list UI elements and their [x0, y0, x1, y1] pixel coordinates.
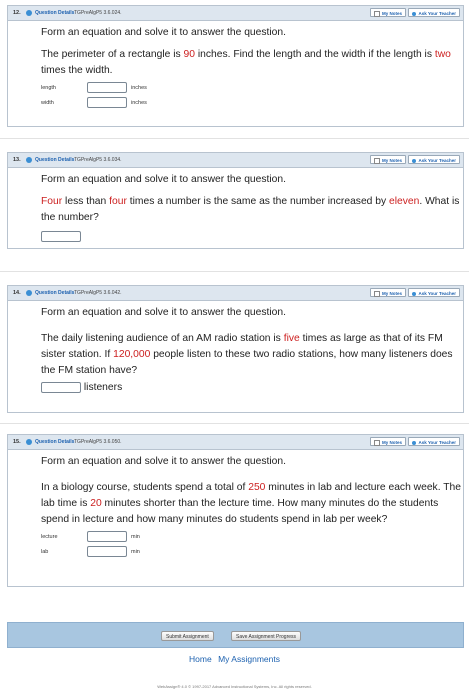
question-text: In a biology course, students spend a total of 250 minutes in lab and lecture each week. The lab time is 20 minutes shorter than the lecture time. How many minutes do the students spend in lecture and how many minutes do students spend in lab per week? [41, 482, 461, 525]
question-15 [7, 434, 464, 587]
field-label: length [41, 85, 56, 91]
length-input[interactable] [87, 82, 127, 93]
question-header [8, 6, 463, 21]
question-text: The perimeter of a rectangle is 90 inches. Find the length and the width if the length is two times the width. [41, 49, 451, 76]
question-code: TGPreAlgP5 3.6.034. [74, 157, 122, 163]
divider [0, 271, 469, 272]
question-details-link[interactable]: Question Details [35, 157, 75, 163]
checkbox-icon [374, 440, 380, 446]
width-input[interactable] [87, 97, 127, 108]
question-header [8, 286, 463, 301]
question-prompt: Form an equation and solve it to answer the question. [41, 456, 286, 467]
divider [0, 423, 469, 424]
my-notes-button[interactable] [370, 437, 406, 446]
question-number: 13. [13, 157, 21, 163]
bullet-icon [26, 10, 32, 16]
ask-teacher-button[interactable] [408, 437, 460, 446]
question-13 [7, 152, 464, 249]
ask-teacher-button[interactable] [408, 288, 460, 297]
question-number: 14. [13, 290, 21, 296]
submit-assignment-button[interactable]: Submit Assignment [161, 631, 214, 641]
field-unit: min [131, 549, 140, 555]
question-14 [7, 285, 464, 413]
length-field-row [41, 81, 463, 96]
question-number: 12. [13, 10, 21, 16]
my-notes-label: My Notes [381, 158, 402, 163]
divider [0, 138, 469, 139]
my-notes-label: My Notes [381, 11, 402, 16]
checkbox-icon [374, 11, 380, 17]
my-notes-button[interactable] [370, 8, 406, 17]
question-code: TGPreAlgP5 3.6.050. [74, 439, 122, 445]
ask-teacher-label: Ask Your Teacher [418, 11, 456, 16]
ask-teacher-label: Ask Your Teacher [418, 440, 456, 445]
question-header [8, 153, 463, 168]
ask-teacher-label: Ask Your Teacher [418, 158, 456, 163]
checkbox-icon [374, 291, 380, 297]
question-code: TGPreAlgP5 3.6.042. [74, 290, 122, 296]
home-link[interactable]: Home [189, 654, 212, 664]
field-label: lecture [41, 534, 58, 540]
field-unit: min [131, 534, 140, 540]
my-notes-button[interactable] [370, 155, 406, 164]
question-12 [7, 5, 464, 127]
lecture-input[interactable] [87, 531, 127, 542]
question-prompt: Form an equation and solve it to answer the question. [41, 174, 286, 185]
answer-input[interactable] [41, 231, 81, 242]
my-assignments-link[interactable]: My Assignments [218, 654, 280, 664]
save-progress-button[interactable]: Save Assignment Progress [231, 631, 301, 641]
question-details-link[interactable]: Question Details [35, 439, 75, 445]
submit-bar [7, 622, 464, 648]
my-notes-label: My Notes [381, 291, 402, 296]
listeners-input[interactable] [41, 382, 81, 393]
question-code: TGPreAlgP5 3.6.024. [74, 10, 122, 16]
question-header [8, 435, 463, 450]
question-text: Four less than four times a number is the same as the number increased by eleven. What is the number? [41, 196, 460, 223]
field-unit: inches [131, 100, 147, 106]
question-details-link[interactable]: Question Details [35, 10, 75, 16]
my-notes-label: My Notes [381, 440, 402, 445]
lecture-field-row [41, 530, 463, 545]
my-notes-button[interactable] [370, 288, 406, 297]
bullet-icon [26, 157, 32, 163]
width-field-row [41, 96, 463, 111]
plus-icon [412, 12, 416, 16]
lab-field-row [41, 545, 463, 560]
checkbox-icon [374, 158, 380, 164]
footer-links [0, 654, 469, 664]
plus-icon [412, 441, 416, 445]
question-prompt: Form an equation and solve it to answer the question. [41, 307, 286, 318]
field-unit: inches [131, 85, 147, 91]
plus-icon [412, 292, 416, 296]
question-text: The daily listening audience of an AM radio station is five times as large as that of its FM sister station. If 120,000 people listen to these two radio stations, how many listeners does the FM station have? [41, 333, 453, 376]
ask-teacher-button[interactable] [408, 155, 460, 164]
field-label: lab [41, 549, 49, 555]
answer-row [41, 380, 463, 396]
question-details-link[interactable]: Question Details [35, 290, 75, 296]
bullet-icon [26, 290, 32, 296]
copyright: WebAssign® 4.0 © 1997-2017 Advanced Instructional Systems, Inc. All rights reserved. [157, 684, 312, 689]
plus-icon [412, 159, 416, 163]
ask-teacher-button[interactable] [408, 8, 460, 17]
bullet-icon [26, 439, 32, 445]
answer-unit: listeners [83, 382, 123, 393]
ask-teacher-label: Ask Your Teacher [418, 291, 456, 296]
lab-input[interactable] [87, 546, 127, 557]
field-label: width [41, 100, 54, 106]
question-prompt: Form an equation and solve it to answer the question. [41, 27, 286, 38]
question-number: 15. [13, 439, 21, 445]
